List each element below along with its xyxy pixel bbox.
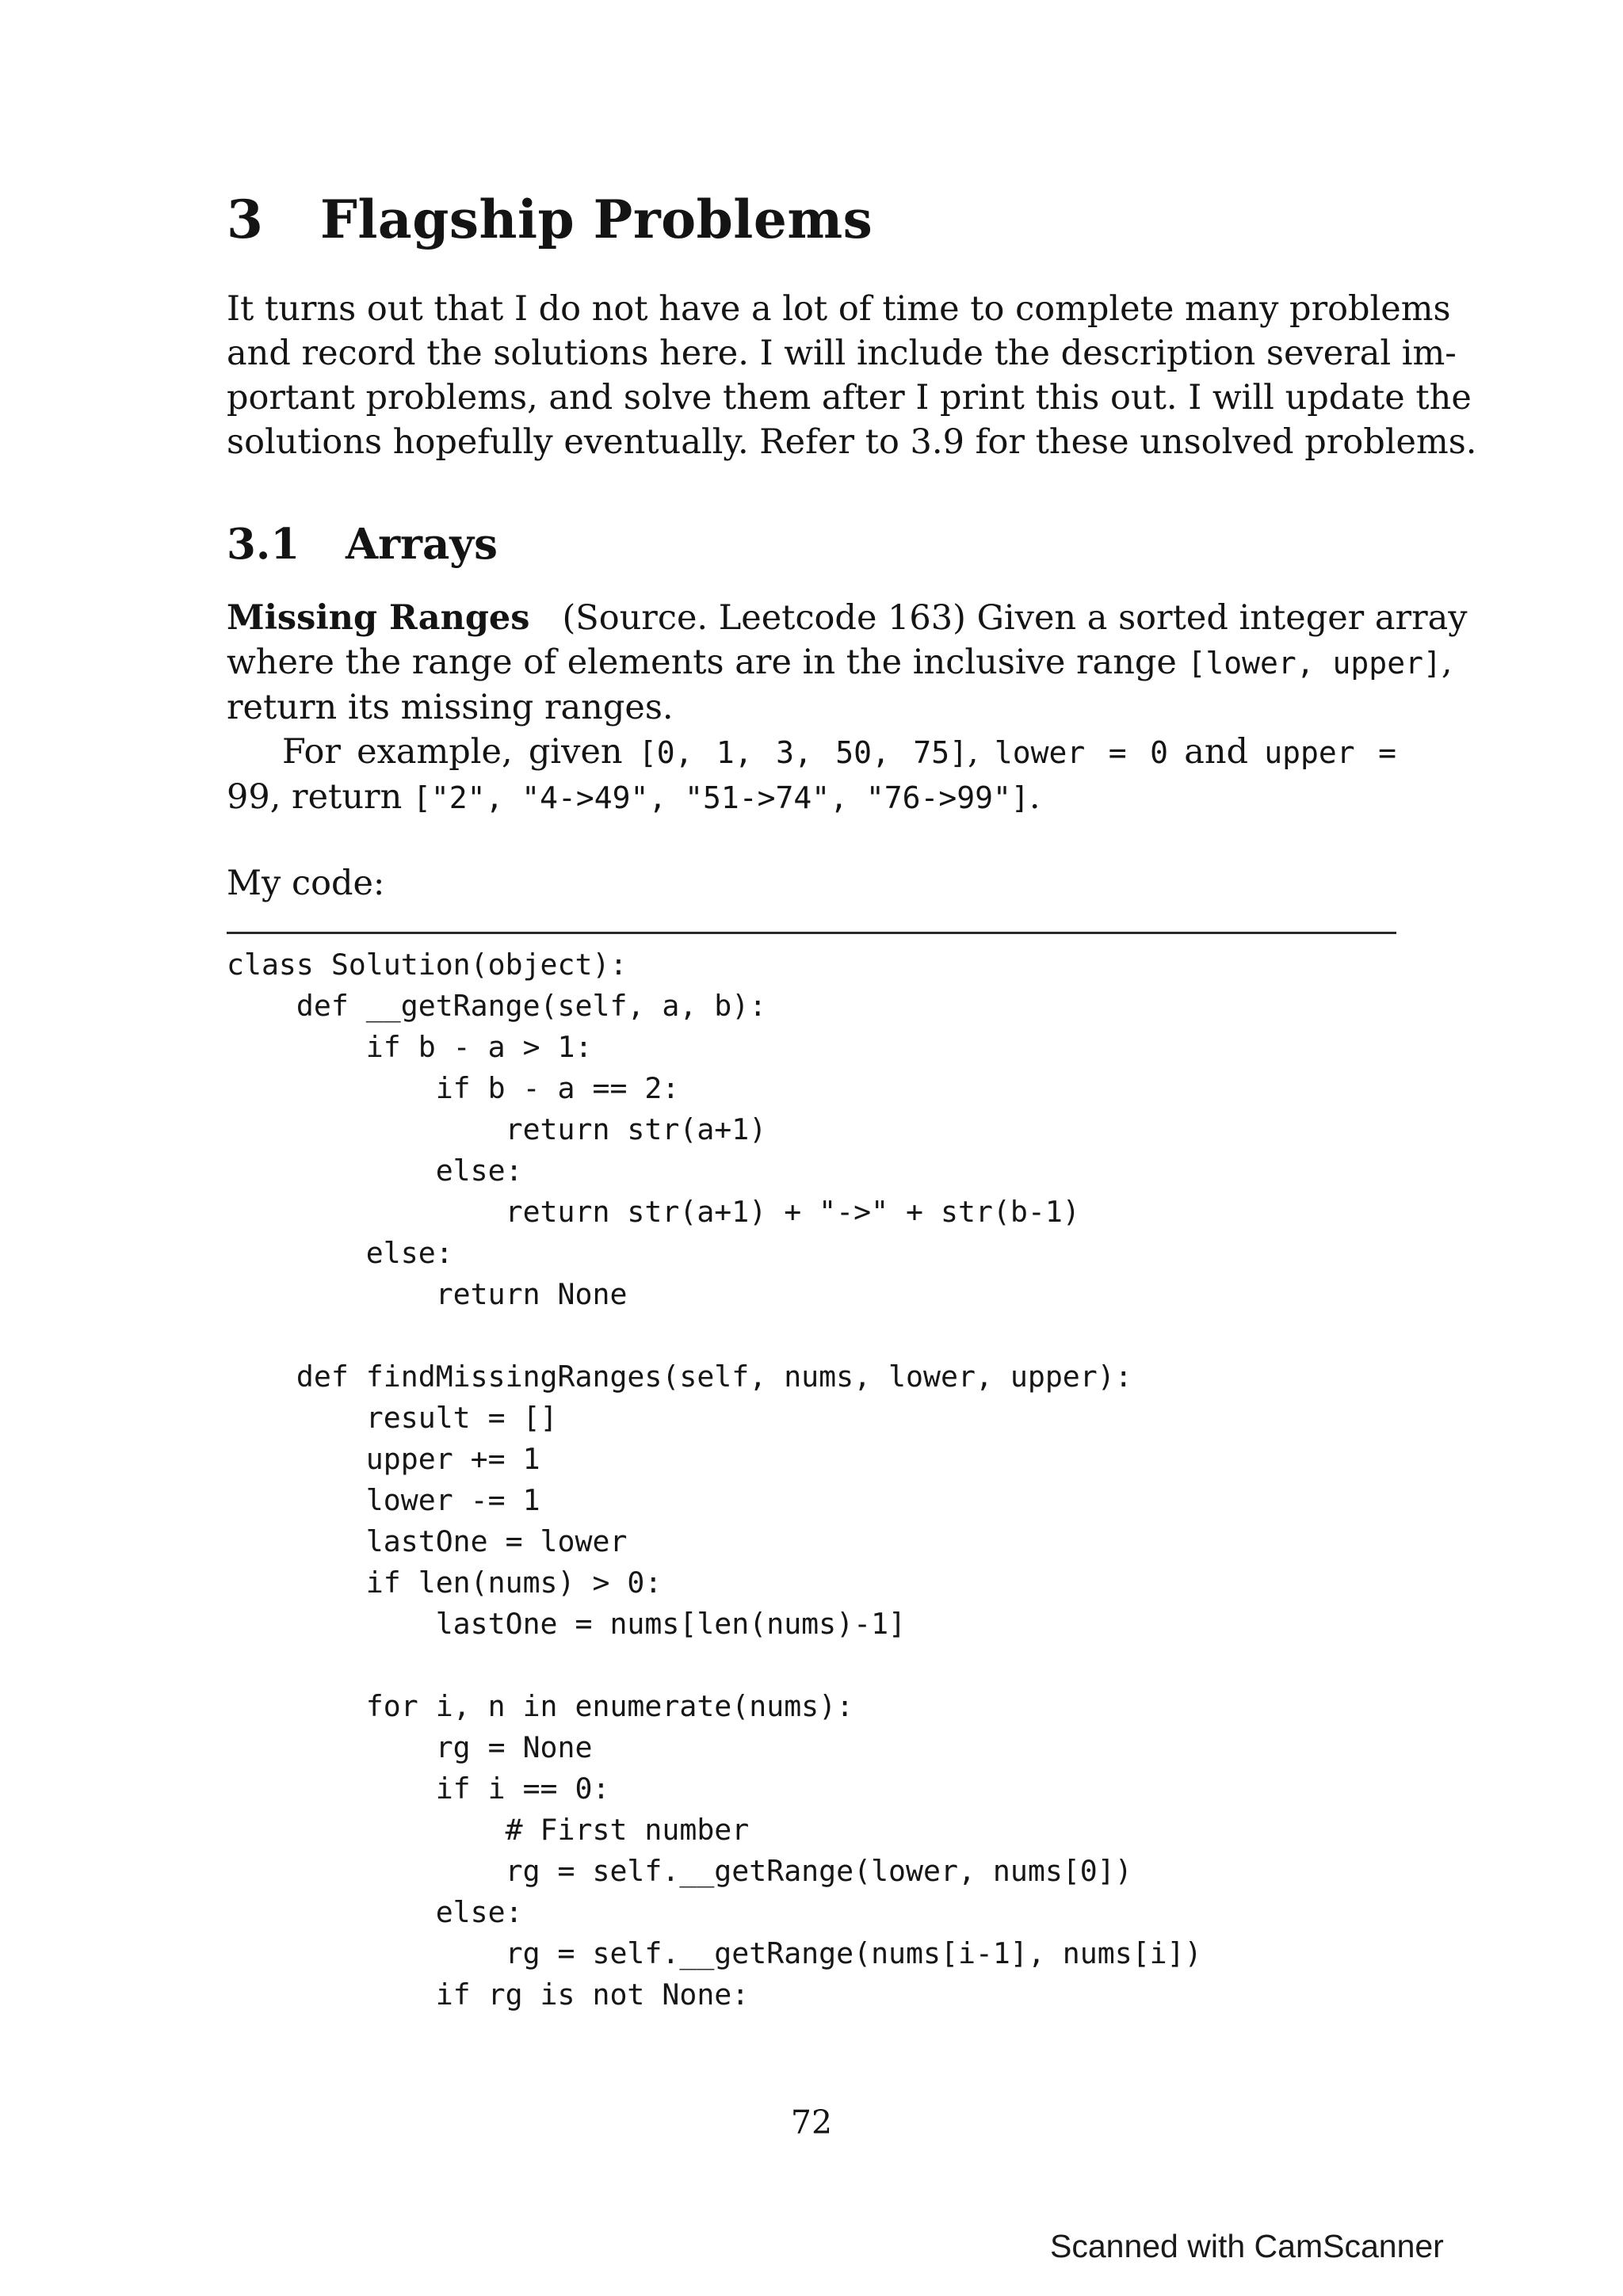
problem-name: Missing Ranges xyxy=(227,598,530,638)
code-line: if rg is not None: xyxy=(227,1978,750,2012)
code-line xyxy=(227,1315,1400,1356)
chapter-number: 3 xyxy=(227,189,264,250)
intro-paragraph xyxy=(227,287,1477,464)
code-line: if len(nums) > 0: xyxy=(227,1566,663,1600)
range-code: [lower, upper] xyxy=(1187,646,1442,681)
code-line: lastOne = nums[len(nums)-1] xyxy=(227,1607,907,1641)
code-line: def __getRange(self, a, b): xyxy=(227,989,767,1023)
code-line: return str(a+1) xyxy=(227,1112,767,1146)
intro-line: and record the solutions here. I will include the description several im- xyxy=(227,334,1457,373)
problem-line-3: return its missing ranges. xyxy=(227,688,674,727)
code-line xyxy=(227,1645,1400,1686)
problem-range-text: where the range of elements are in the inclusive range xyxy=(227,643,1177,682)
example-sep: , xyxy=(968,732,979,772)
example-array-code: [0, 1, 3, 50, 75] xyxy=(638,735,968,770)
intro-line: solutions hopefully eventually. Refer to 3.9 for these unsolved problems. xyxy=(227,422,1477,462)
example-end: . xyxy=(1029,777,1041,817)
code-line: rg = None xyxy=(227,1730,593,1764)
problem-description xyxy=(227,596,1468,820)
code-line: else: xyxy=(227,1895,523,1929)
code-line: if i == 0: xyxy=(227,1772,610,1806)
code-line: rg = self.__getRange(nums[i-1], nums[i]) xyxy=(227,1936,1202,1970)
chapter-title: Flagship Problems xyxy=(320,189,873,250)
code-line: upper += 1 xyxy=(227,1442,540,1476)
example-return-word: , return xyxy=(269,777,403,817)
code-line: # First number xyxy=(227,1813,750,1847)
code-listing xyxy=(227,944,1400,2016)
section-heading xyxy=(227,520,498,569)
my-code-label: My code: xyxy=(227,864,385,903)
example-and: and xyxy=(1184,732,1249,772)
problem-line-2 xyxy=(227,640,1453,685)
section-number: 3.1 xyxy=(227,520,300,569)
code-line: rg = self.__getRange(lower, nums[0]) xyxy=(227,1854,1132,1888)
range-comma: , xyxy=(1441,643,1453,682)
example-prefix: For example, given xyxy=(282,732,623,772)
example-line-2 xyxy=(227,775,1396,820)
code-line: lastOne = lower xyxy=(227,1524,628,1558)
intro-line: portant problems, and solve them after I print this out. I will update the xyxy=(227,378,1472,418)
code-line: result = [] xyxy=(227,1401,558,1435)
problem-source-text: (Source. Leetcode 163) Given a sorted integer array xyxy=(562,598,1468,638)
page-number: 72 xyxy=(790,2103,833,2142)
example-upper-value: 99 xyxy=(227,777,270,817)
code-line: return str(a+1) + "->" + str(b-1) xyxy=(227,1195,1080,1229)
scanner-watermark: Scanned with CamScanner xyxy=(1050,2228,1444,2264)
code-line: if b - a > 1: xyxy=(227,1030,593,1064)
example-line-1 xyxy=(227,730,1396,775)
code-line: def findMissingRanges(self, nums, lower, upper): xyxy=(227,1360,1132,1394)
code-divider xyxy=(227,932,1396,934)
code-line: lower -= 1 xyxy=(227,1483,540,1517)
example-upper-code: upper = xyxy=(1264,735,1396,770)
section-title: Arrays xyxy=(346,520,498,569)
code-line: return None xyxy=(227,1277,628,1311)
problem-line-1 xyxy=(227,596,1468,640)
code-line: if b - a == 2: xyxy=(227,1071,680,1105)
chapter-heading xyxy=(227,189,873,250)
intro-line: It turns out that I do not have a lot of time to complete many problems xyxy=(227,289,1451,329)
code-line: else: xyxy=(227,1154,523,1188)
example-lower-code: lower = 0 xyxy=(994,735,1168,770)
code-line: for i, n in enumerate(nums): xyxy=(227,1689,854,1723)
example-result-code: ["2", "4->49", "51->74", "76->99"] xyxy=(412,780,1029,815)
code-line: else: xyxy=(227,1236,453,1270)
code-line: class Solution(object): xyxy=(227,948,628,982)
